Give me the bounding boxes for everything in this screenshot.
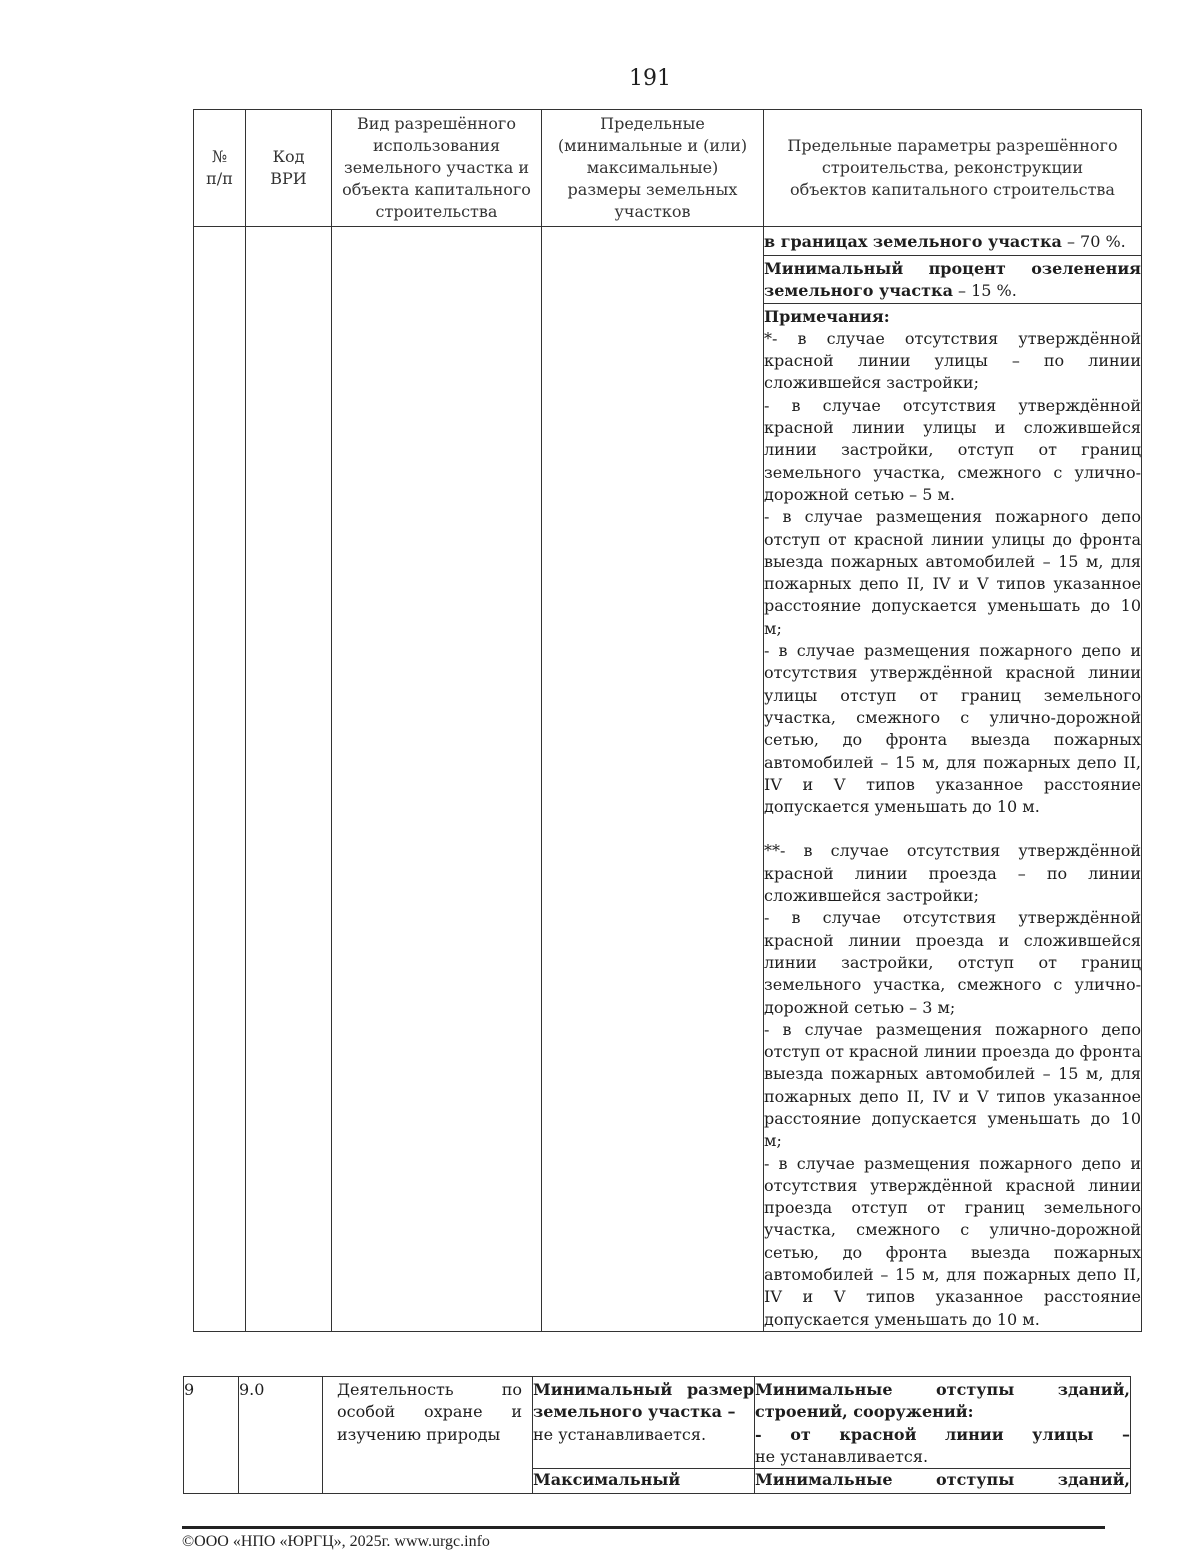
min-size-label: Минимальный размер земельного участка – <box>533 1380 754 1422</box>
max-size-cell <box>533 1469 755 1494</box>
note-item: - в случае отсутствия утверждённой красной линии проезда и сложившейся линии застройки, отступ от границ земельного участка, смежного с улично-дорожной сетью – 3 м; <box>764 908 1141 1017</box>
footer-copyright: ©ООО «НПО «ЮРГЦ», 2025г. www.urgc.info <box>182 1533 490 1550</box>
green-value: – 15 %. <box>952 281 1017 301</box>
cell-empty-size <box>542 227 764 1332</box>
setbacks-cell <box>755 1377 1131 1469</box>
row-code: 9.0 <box>239 1377 323 1494</box>
cell-empty-number <box>194 227 246 1332</box>
note-item: **- в случае отсутствия утверждённой красной линии проезда – по линии сложившейся застройки; <box>764 841 1141 906</box>
header-use-type: Вид разрешённого использования земельного участка и объекта капитального строительства <box>332 110 542 227</box>
coverage-label: в границах земельного участка <box>764 232 1062 251</box>
green-label: Минимальный процент озеленения земельного участка <box>764 259 1141 301</box>
note-item: - в случае размещения пожарного депо отступ от красной линии проезда до фронта выезда пожарных автомобилей – 15 м, для пожарных депо II, IV и V типов указанное расстояние допускается уменьшать до 10 м; <box>764 1019 1141 1151</box>
green-cell <box>764 256 1142 304</box>
table-header-row <box>194 110 1142 227</box>
coverage-value: – 70 %. <box>1061 232 1126 251</box>
note-item: *- в случае отсутствия утверждённой красной линии улицы – по линии сложившейся застройки; <box>764 328 1141 393</box>
cell-empty-use <box>332 227 542 1332</box>
row-number: 9 <box>184 1377 239 1494</box>
notes-spacer <box>764 818 1141 840</box>
note-item: - в случае размещения пожарного депо и отсутствия утверждённой красной линии улицы отступ от границ земельного участка, смежного с улично-дорожной сетью, до фронта выезда пожарных автомобилей – 15 м, для пожарных депо II, IV и V типов указанное расстояние допускается уменьшать до 10 м. <box>764 641 1141 817</box>
notes-cell <box>764 303 1142 1331</box>
regulations-table-row-9 <box>183 1376 1131 1494</box>
table-row <box>184 1377 1131 1469</box>
footer-divider <box>182 1526 1105 1529</box>
header-number: № п/п <box>194 110 246 227</box>
page-number: 191 <box>629 66 671 91</box>
note-item: - в случае отсутствия утверждённой красной линии улицы и сложившейся линии застройки, отступ от границ земельного участка, смежного с улично-дорожной сетью – 5 м. <box>764 395 1141 504</box>
notes-title: Примечания: <box>764 306 890 326</box>
setbacks-label-2: Минимальные отступы зданий, <box>755 1470 1130 1490</box>
regulations-table <box>193 109 1142 1332</box>
cell-empty-code <box>246 227 332 1332</box>
min-size-cell <box>533 1377 755 1469</box>
setbacks-label: Минимальные отступы зданий, строений, сооружений: <box>755 1380 1130 1422</box>
table-row <box>194 227 1142 256</box>
note-item: - в случае размещения пожарного депо и отсутствия утверждённой красной линии проезда отступ от границ земельного участка, смежного с улично-дорожной сетью, до фронта выезда пожарных автомобилей – 15 м, для пожарных депо II, IV и V типов указанное расстояние допускается уменьшать до 10 м. <box>764 1153 1141 1329</box>
row-use-type: Деятельность по особой охране и изучению природы <box>323 1377 533 1494</box>
red-line-label: - от красной линии улицы – <box>755 1424 1130 1444</box>
header-plot-size: Предельные (минимальные и (или) максимальные) размеры земельных участков <box>542 110 764 227</box>
coverage-cell <box>764 227 1142 256</box>
max-size-label: Максимальный <box>533 1470 681 1490</box>
red-line-value: не устанавливается. <box>755 1446 929 1466</box>
min-size-value: не устанавливается. <box>533 1424 707 1444</box>
header-build-params: Предельные параметры разрешённого строительства, реконструкции объектов капитального строительства <box>764 110 1142 227</box>
header-code: Код ВРИ <box>246 110 332 227</box>
note-item: - в случае размещения пожарного депо отступ от красной линии улицы до фронта выезда пожарных автомобилей – 15 м, для пожарных депо II, IV и V типов указанное расстояние допускается уменьшать до 10 м; <box>764 507 1141 638</box>
setbacks-cell-2 <box>755 1469 1131 1494</box>
